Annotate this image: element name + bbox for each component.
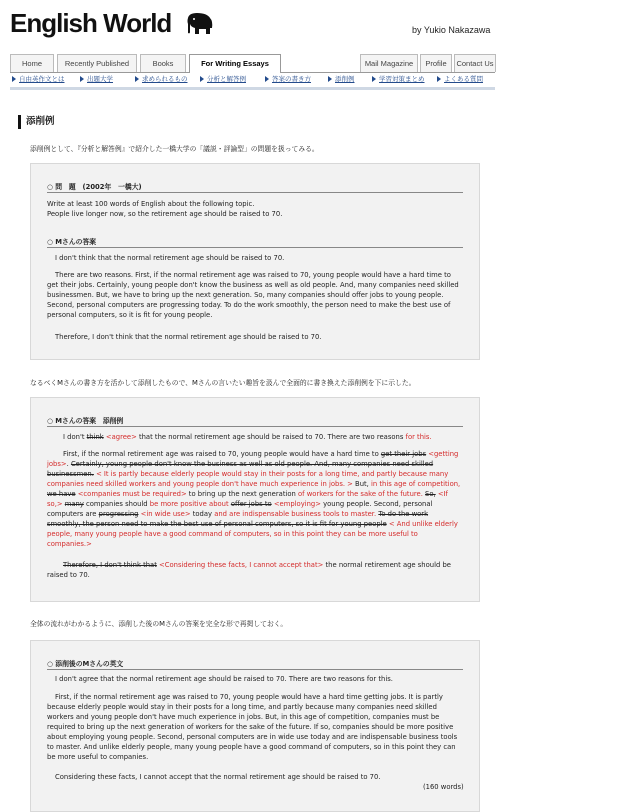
deleted-text: Certainly, young people don't know the business as well as old people. And, many companies need skilled businessmen.	[47, 460, 434, 478]
deleted-text: Therefore, I don't think that	[63, 561, 157, 569]
correction-text: <agree>	[103, 433, 137, 441]
original-text: But,	[352, 480, 372, 488]
intro-text: 添削例として、『分析と解答例』で紹介した一橋大学の「議説・評論型」の問題を扱ってみる。	[30, 145, 319, 153]
arrow-right-icon	[437, 76, 441, 82]
final-answer-box	[30, 640, 480, 812]
correction-text: of workers for the sake of the future.	[298, 490, 423, 498]
word-count: (160 words)	[423, 783, 464, 791]
original-text: that the normal retirement age should be raised to 70. There are two reasons	[136, 433, 406, 441]
arrow-right-icon	[135, 76, 139, 82]
original-text: young people. Second, personal computers are	[47, 500, 433, 518]
arrow-right-icon	[80, 76, 84, 82]
subnav-label: よくある質問	[444, 75, 483, 83]
arrow-right-icon	[328, 76, 332, 82]
subnav-item[interactable]	[265, 74, 311, 83]
correction-text: < And unlike elderly people, many young people have a good command of computers, so in this point they can be more useful to companies.>	[47, 520, 458, 548]
subnav-item[interactable]	[135, 74, 188, 83]
correction-text: <Considering these facts, I cannot accept that>	[156, 561, 324, 569]
answer-heading: ○ Mさんの答案	[47, 236, 463, 248]
original-text: to bring up the next generation	[186, 490, 299, 498]
middle-text: なるべくMさんの書き方を活かして添削したもので、Mさんの言いたい趣旨を汲んで全面的に書き換えた添削例を下に示した。	[30, 379, 416, 387]
correction-text: and are indispensable business tools to master.	[214, 510, 377, 518]
tab-profile[interactable]: Profile	[420, 54, 452, 72]
arrow-right-icon	[372, 76, 376, 82]
deleted-text: So,	[425, 490, 436, 498]
original-text: companies should	[83, 500, 150, 508]
final-intro-text: 全体の流れがわかるように、添削した後のMさんの答案を完全な形で再掲しておく。	[30, 620, 288, 628]
subnav-label: 答案の書き方	[272, 75, 311, 83]
corrected-paragraph-2	[47, 449, 463, 549]
answer-paragraph: Therefore, I don't think that the normal retirement age should be raised to 70.	[55, 333, 322, 341]
subnav-item[interactable]	[200, 74, 246, 83]
corrected-answer-box	[30, 397, 480, 602]
problem-box	[30, 163, 480, 360]
deleted-text: To do the work smoothly, the person need to make the best use of personal computers, so it is fit for young people	[47, 510, 429, 528]
main-tabs	[10, 54, 495, 73]
subnav-label: 求められるもの	[142, 75, 188, 83]
final-heading: ○ 添削後のMさんの英文	[47, 658, 463, 670]
tab-recently-published[interactable]: Recently Published	[57, 54, 137, 72]
correction-text: <employing>	[271, 500, 321, 508]
tab-books[interactable]: Books	[140, 54, 186, 72]
final-paragraph: First, if the normal retirement age was raised to 70, young people would have a hard time getting jobs. It is partly because elderly people would stay in their posts for a long time, and partly because many companies need skilled workers and young people don't have much experience in jobs. But, in this age of competition, companies must be required to bring up the next generation of workers for the sake of the future. If so, companies should be more positive about employing young people. Second, personal computers are in wide use today and are indispensable business tools to master. And unlike elderly people, many young people have a good command of computers, so in this point they can be more useful to companies.	[47, 693, 458, 761]
correction-text: be more positive about	[149, 500, 229, 508]
arrow-right-icon	[265, 76, 269, 82]
problem-heading: ○ 問 題 (2002年 一橋大)	[47, 181, 463, 193]
problem-line: Write at least 100 words of English about the following topic.	[47, 200, 255, 208]
deleted-text: many	[64, 500, 84, 508]
correction-text: <in wide use>	[138, 510, 191, 518]
arrow-right-icon	[12, 76, 16, 82]
page-title: 添削例	[18, 115, 55, 129]
tab-contact-us[interactable]: Contact Us	[454, 54, 496, 72]
deleted-text: think	[86, 433, 104, 441]
corrected-heading: ○ Mさんの答案 添削例	[47, 415, 463, 427]
deleted-text: get their jobs	[380, 450, 427, 458]
subnav-label: 自由英作文とは	[19, 75, 65, 83]
subnav-item[interactable]	[372, 74, 425, 83]
original-text: First, if the normal retirement age was raised to 70, young people would have a hard time to	[63, 450, 381, 458]
original-text: .	[66, 460, 71, 468]
correction-text: <getting jobs>	[47, 450, 459, 468]
correction-text: for this.	[405, 433, 432, 441]
answer-paragraph: There are two reasons. First, if the normal retirement age was raised to 70, young people would have a hard time to get their jobs. Certainly, young people don't know the business as well as old people. And, many companies need skilled businessmen. But, we have to bring up the next generation. So, many companies should offer jobs to young people. Second, personal computers are progressing today. To do the work smoothly, the person need to make the best use of personal computers, so it is fit for young people.	[47, 271, 459, 319]
subnav-label: 学習対策まとめ	[379, 75, 425, 83]
corrected-paragraph-1	[47, 432, 463, 442]
byline: by Yukio Nakazawa	[412, 25, 491, 35]
correction-text: <If so,>	[47, 490, 448, 508]
sub-navigation	[10, 73, 495, 90]
deleted-text: we have	[47, 490, 76, 498]
final-paragraph: Considering these facts, I cannot accept that the normal retirement age should be raised to 70.	[55, 773, 381, 781]
tab-home[interactable]: Home	[10, 54, 54, 72]
elephant-logo-icon	[185, 12, 215, 36]
deleted-text: progressing	[98, 510, 139, 518]
original-text: today	[190, 510, 215, 518]
final-paragraph: I don't agree that the normal retirement age should be raised to 70. There are two reasons for this.	[55, 675, 393, 683]
correction-text: in this age of competition,	[371, 480, 461, 488]
subnav-item[interactable]	[437, 74, 483, 83]
deleted-text: offer jobs to	[230, 500, 272, 508]
subnav-item[interactable]	[328, 74, 355, 83]
answer-paragraph: I don't think that the normal retirement age should be raised to 70.	[55, 254, 285, 262]
subnav-item[interactable]	[80, 74, 113, 83]
subnav-label: 添削例	[335, 75, 355, 83]
original-text: I don't	[63, 433, 87, 441]
correction-text: < It is partly because elderly people would stay in their posts for a long time, and partly because many companies need skilled workers and young people don't have much experience in jobs. >	[47, 470, 449, 488]
original-text: the normal retirement age should be raised to 70.	[47, 561, 451, 579]
tab-for-writing-essays[interactable]: For Writing Essays	[189, 54, 281, 73]
corrected-paragraph-3	[47, 560, 463, 580]
subnav-item[interactable]	[12, 74, 65, 83]
subnav-label: 出題大学	[87, 75, 113, 83]
tab-mail-magazine[interactable]: Mail Magazine	[360, 54, 418, 72]
site-title[interactable]: English World	[10, 8, 172, 38]
subnav-label: 分析と解答例	[207, 75, 246, 83]
problem-line: People live longer now, so the retirement age should be raised to 70.	[47, 210, 283, 218]
arrow-right-icon	[200, 76, 204, 82]
correction-text: <companies must be required>	[75, 490, 187, 498]
